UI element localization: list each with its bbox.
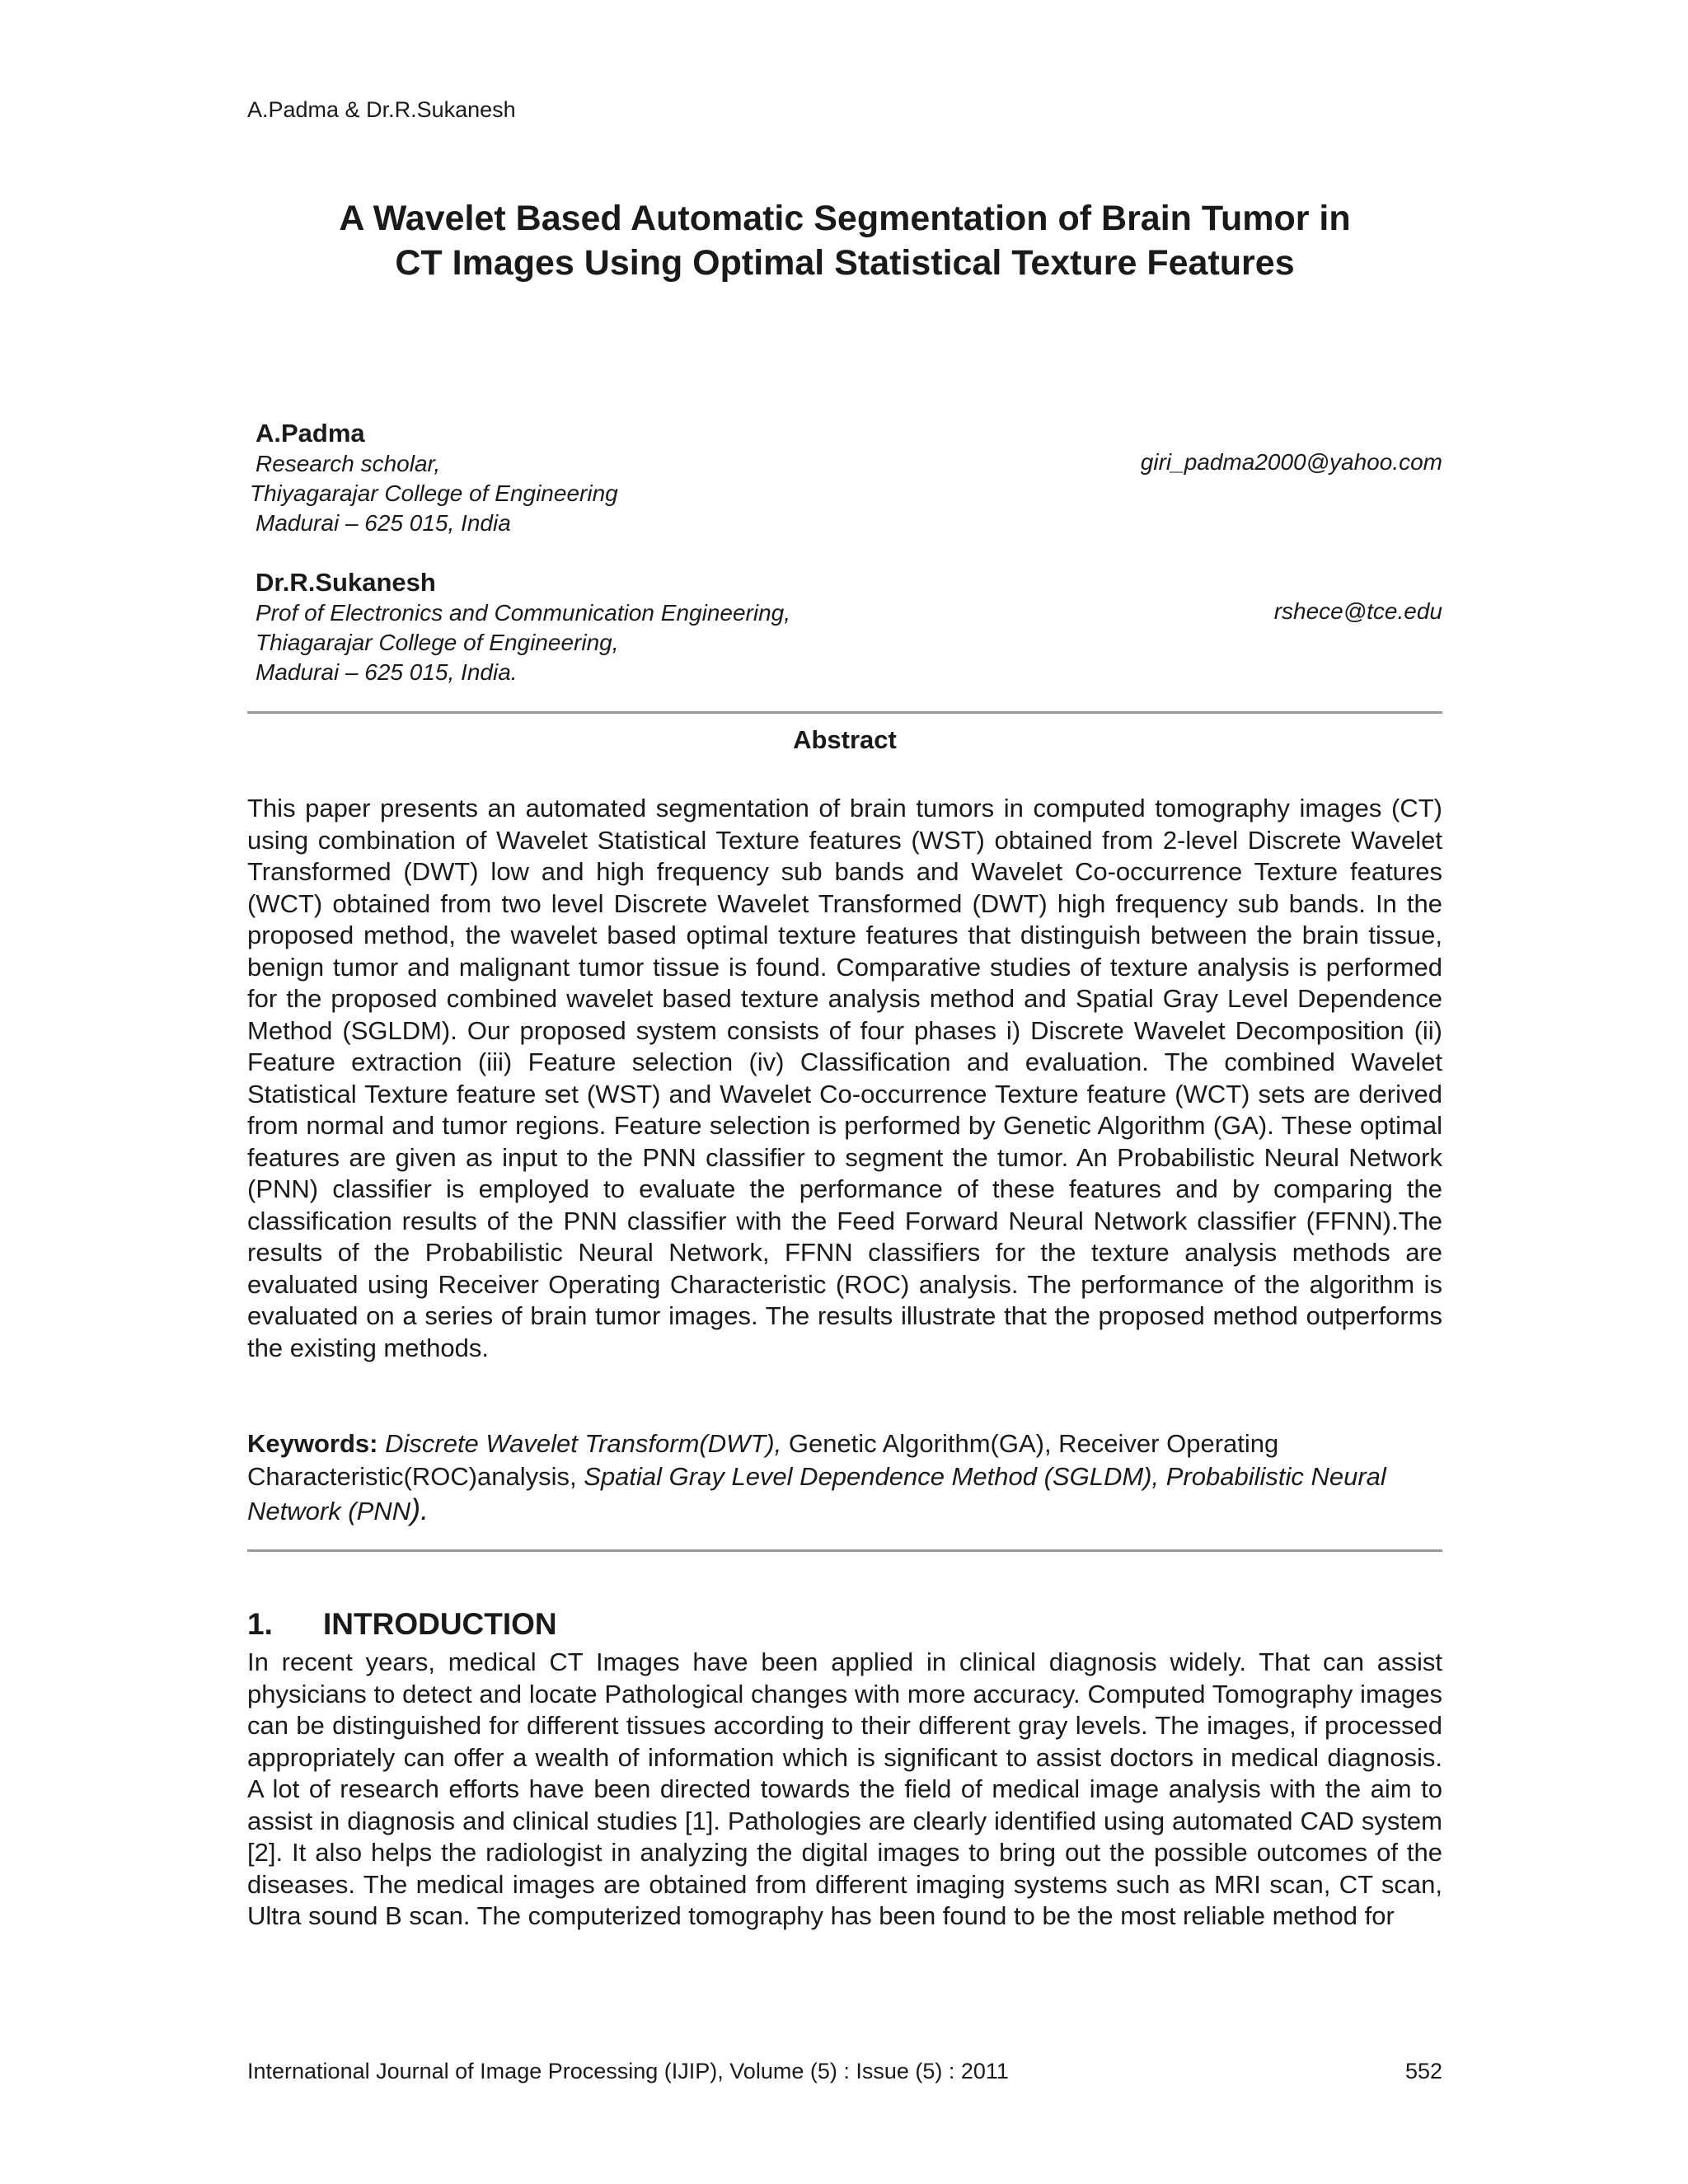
running-head: A.Padma & Dr.R.Sukanesh	[247, 97, 516, 122]
author-affiliation-line: Madurai – 625 015, India.	[256, 659, 518, 685]
author-affiliation-line: Thiagarajar College of Engineering,	[256, 630, 619, 655]
author-affiliation-line: Thiyagarajar College of Engineering	[250, 480, 618, 506]
title-line-1: A Wavelet Based Automatic Segmentation of Brain Tumor in	[339, 199, 1351, 238]
author-affiliation-line: Madurai – 625 015, India	[256, 510, 511, 536]
section-title: INTRODUCTION	[323, 1607, 557, 1641]
author-block-1	[247, 418, 1442, 538]
keyword-item: Discrete Wavelet Transform(DWT),	[385, 1429, 782, 1458]
page-footer	[247, 2059, 1442, 2084]
page-number: 552	[1404, 2059, 1442, 2083]
author-name: Dr.R.Sukanesh	[256, 568, 436, 597]
keywords-label: Keywords:	[247, 1429, 378, 1458]
author-block-2	[247, 567, 1442, 687]
keyword-item: ).	[410, 1493, 429, 1526]
title-line-2: CT Images Using Optimal Statistical Texture Features	[395, 243, 1295, 283]
keyword-item: Genetic Algorithm(GA), Receiver Operating Characteristic(ROC)analysis,	[247, 1429, 1279, 1491]
divider-top	[247, 711, 1442, 714]
author-email[interactable]: giri_padma2000@yahoo.com	[1140, 449, 1442, 475]
footer-journal: International Journal of Image Processing (IJIP), Volume (5) : Issue (5) : 2011	[247, 2059, 1009, 2083]
author-affiliation-line: Prof of Electronics and Communication Engineering,	[256, 600, 791, 626]
author-affiliation-line: Research scholar,	[256, 451, 441, 476]
abstract-heading: Abstract	[793, 725, 897, 754]
paper-title	[247, 196, 1442, 285]
keyword-item: Spatial Gray Level Dependence Method (SGLDM), Probabilistic Neural Network (PNN	[247, 1462, 1386, 1526]
keywords	[247, 1427, 1442, 1528]
section-number: 1.	[247, 1607, 273, 1641]
divider-bottom	[247, 1549, 1442, 1552]
introduction-text: In recent years, medical CT Images have been applied in clinical diagnosis widely. That can assist physicians to detect and locate Pathological changes with more accuracy. Computed Tomography images can be distinguished for different tissues according to their different gray levels. The images, if processed appropriately can offer a wealth of information which is significant to assist doctors in medical diagnosis. A lot of research efforts have been directed towards the field of medical image analysis with the aim to assist in diagnosis and clinical studies [1]. Pathologies are clearly identified using automated CAD system [2]. It also helps the radiologist in analyzing the digital images to bring out the possible outcomes of the diseases. The medical images are obtained from different imaging systems such as MRI scan, CT scan, Ultra sound B scan. The computerized tomography has been found to be the most reliable method for	[247, 1647, 1442, 1930]
section-heading	[247, 1607, 557, 1642]
abstract-text: This paper presents an automated segmentation of brain tumors in computed tomography images (CT) using combination of Wavelet Statistical Texture features (WST) obtained from 2-level Discrete Wavelet Transformed (DWT) low and high frequency sub bands and Wavelet Co-occurrence Texture features (WCT) obtained from two level Discrete Wavelet Transformed (DWT) high frequency sub bands. In the proposed method, the wavelet based optimal texture features that distinguish between the brain tissue, benign tumor and malignant tumor tissue is found. Comparative studies of texture analysis is performed for the proposed combined wavelet based texture analysis method and Spatial Gray Level Dependence Method (SGLDM). Our proposed system consists of four phases i) Discrete Wavelet Decomposition (ii) Feature extraction (iii) Feature selection (iv) Classification and evaluation. The combined Wavelet Statistical Texture feature set (WST) and Wavelet Co-occurrence Texture feature (WCT) sets are derived from normal and tumor regions. Feature selection is performed by Genetic Algorithm (GA). These optimal features are given as input to the PNN classifier to segment the tumor. An Probabilistic Neural Network (PNN) classifier is employed to evaluate the performance of these features and by comparing the classification results of the PNN classifier with the Feed Forward Neural Network classifier (FFNN).The results of the Probabilistic Neural Network, FFNN classifiers for the texture analysis methods are evaluated using Receiver Operating Characteristic (ROC) analysis. The performance of the algorithm is evaluated on a series of brain tumor images. The results illustrate that the proposed method outperforms the existing methods.	[247, 794, 1442, 1362]
author-name: A.Padma	[256, 419, 365, 448]
author-email[interactable]: rshece@tce.edu	[1273, 598, 1442, 624]
